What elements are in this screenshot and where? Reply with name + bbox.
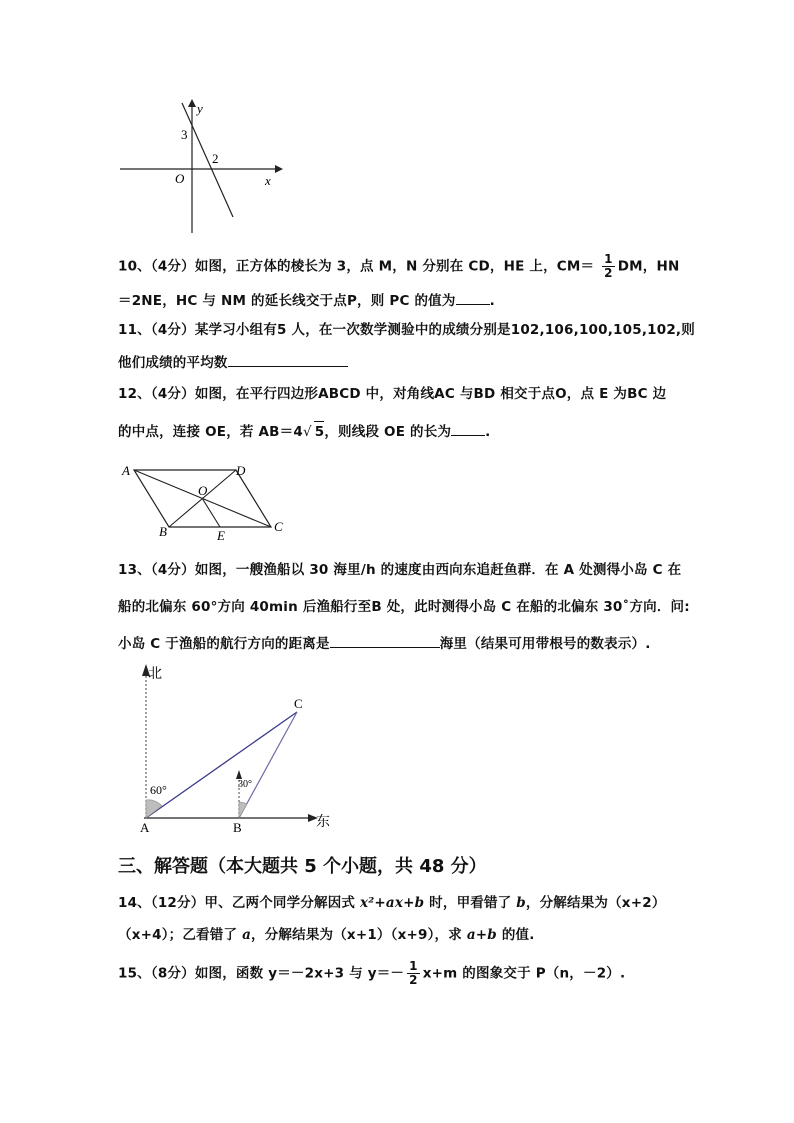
y-intercept-label: 3 xyxy=(181,127,188,142)
x-axis-arrow-icon xyxy=(275,165,283,173)
label-b: B xyxy=(159,524,167,539)
q10-fraction xyxy=(602,253,615,280)
q12-text-a: 的中点，连接 OE，若 AB＝4 xyxy=(118,424,303,440)
q12-line2: 的中点，连接 OE，若 AB＝4√ 5，则线段 OE 的长为 . xyxy=(118,421,491,442)
point-b-label: B xyxy=(233,820,242,835)
q13-line3 xyxy=(118,633,651,654)
point-a-label: A xyxy=(140,820,150,835)
q10-text-c: ＝2NE，HC 与 NM 的延长线交于点P，则 PC 的值为 xyxy=(118,293,456,309)
q14-line2 xyxy=(118,925,535,945)
section-three-title: 三、解答题（本大题共 5 个小题，共 48 分） xyxy=(118,856,487,877)
q13-answer-blank[interactable] xyxy=(330,633,440,648)
q10-text-a: 10、（4分）如图，正方体的棱长为 3，点 M，N 分别在 CD，HE 上，CM＝ xyxy=(118,258,600,275)
q14-text-e: ，分解结果为（x+1）（x+9），求 xyxy=(251,927,467,943)
q10-frac-num: 1 xyxy=(604,252,613,266)
q13-text-a: 小岛 C 于渔船的航行方向的距离是 xyxy=(118,636,330,652)
q14-text-a: 14、（12分）甲、乙两个同学分解因式 xyxy=(118,895,361,911)
q14-text-c: ，分解结果为（x+2） xyxy=(525,895,666,911)
q10-answer-blank[interactable] xyxy=(456,290,490,305)
angle-30-label: 30° xyxy=(238,779,252,790)
q15-fraction xyxy=(407,960,420,987)
q10-line1 xyxy=(118,253,679,280)
q14-var-b: b xyxy=(516,895,526,911)
q14-var-a: a xyxy=(242,927,252,943)
label-c: C xyxy=(274,519,283,534)
q14-text-f: 的值. xyxy=(496,927,535,943)
q12-text-b: ，则线段 OE 的长为 xyxy=(324,424,452,440)
q11-line1: 11、（4分）某学习小组有5 人，在一次数学测验中的成绩分别是102,106,100,105,102,则 xyxy=(118,322,695,338)
q12-line1: 12、（4分）如图，在平行四边形ABCD 中，对角线AC 与BD 相交于点O，点 E 为BC 边 xyxy=(118,386,667,402)
q11-text: 他们成绩的平均数 xyxy=(118,355,228,371)
q12-end: . xyxy=(485,424,491,440)
q15-frac-den: 2 xyxy=(409,973,418,987)
q12-answer-blank[interactable] xyxy=(451,421,485,436)
north-label: 北 xyxy=(148,667,162,682)
q12-sqrt-arg: 5 xyxy=(314,421,325,442)
q13-text-b: 海里（结果可用带根号的数表示）. xyxy=(439,636,651,652)
q14-var-ab: a+b xyxy=(466,927,497,943)
q15-text-a: 15、（8分）如图，函数 y＝－2x+3 与 y＝－ xyxy=(118,965,405,982)
q15-line1 xyxy=(118,960,625,987)
x-intercept-label: 2 xyxy=(212,151,219,166)
q15-frac-num: 1 xyxy=(409,959,418,973)
q14-line1 xyxy=(118,893,666,913)
parallelogram-figure xyxy=(118,460,293,545)
q10-line2 xyxy=(118,290,495,311)
x-axis-label: x xyxy=(265,173,271,188)
q11-answer-blank[interactable] xyxy=(228,352,348,367)
y-axis-arrow-icon xyxy=(188,99,196,107)
q10-end: . xyxy=(489,293,495,309)
q14-text-d: （x+4）；乙看错了 xyxy=(118,927,243,943)
line-graph-figure xyxy=(115,95,285,235)
angle-30-arc xyxy=(239,802,247,818)
q15-text-b: x+m 的图象交于 P（n，－2）. xyxy=(422,965,626,982)
label-d: D xyxy=(236,463,246,478)
segment-bc xyxy=(239,712,297,818)
navigation-figure xyxy=(132,660,352,835)
north-arrow-b-icon xyxy=(236,770,242,779)
label-a: A xyxy=(122,463,130,478)
q13-line1: 13、（4分）如图，一艘渔船以 30 海里/h 的速度由西向东追赶鱼群．在 A 处测得小岛 C 在 xyxy=(118,562,682,578)
origin-label: O xyxy=(175,171,185,186)
q13-line2: 船的北偏东 60°方向 40min 后渔船行至B 处，此时测得小岛 C 在船的北偏东 30˚方向．问: xyxy=(118,599,690,615)
q14-expression: x²+ax+b xyxy=(360,895,425,911)
q10-text-b: DM，HN xyxy=(617,258,680,275)
q14-text-b: 时，甲看错了 xyxy=(424,895,517,911)
segment-ac xyxy=(146,712,297,818)
q11-line2 xyxy=(118,352,348,373)
q10-frac-den: 2 xyxy=(604,266,613,280)
label-e: E xyxy=(217,528,225,543)
east-label: 东 xyxy=(316,815,330,830)
angle-60-label: 60° xyxy=(150,783,167,797)
graph-line xyxy=(182,103,233,217)
y-axis-label: y xyxy=(197,101,203,116)
point-c-label: C xyxy=(294,696,303,711)
label-o: O xyxy=(198,483,208,498)
